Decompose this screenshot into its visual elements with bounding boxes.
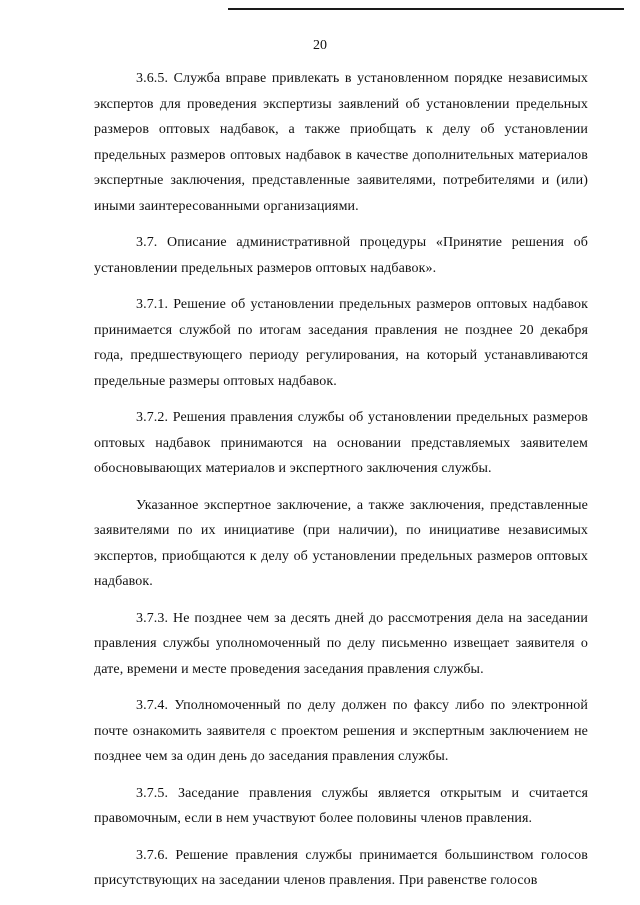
page-number: 20 xyxy=(313,38,327,53)
paragraph-expert-conclusion: Указанное экспертное заключение, а также заключения, представленные заявителями по их инициативе (при наличии), по инициативе независимых экспертов, приобщаются к делу об установлении предельных размеров оптовых надбавок. xyxy=(94,497,588,589)
paragraph-3-7-5: 3.7.5. Заседание правления службы является открытым и считается правомочным, если в нем участвуют более половины членов правления. xyxy=(94,785,588,826)
paragraph-3-7-6: 3.7.6. Решение правления службы принимается большинством голосов присутствующих на заседании членов правления. При равенстве голосов xyxy=(94,847,588,888)
paragraph-3-7-2: 3.7.2. Решения правления службы об установлении предельных размеров оптовых надбавок принимаются на основании представляемых заявителем обосновывающих материалов и экспертного заключения службы. xyxy=(94,410,588,476)
paragraph-3-7-3: 3.7.3. Не позднее чем за десять дней до рассмотрения дела на заседании правления службы уполномоченный по делу письменно извещает заявителя о дате, времени и месте проведения заседания правления службы. xyxy=(94,610,588,677)
paragraph-3-7-4: 3.7.4. Уполномоченный по делу должен по факсу либо по электронной почте ознакомить заявителя с проектом решения и экспертным заключением не позднее чем за один день до заседания правления службы. xyxy=(94,698,588,764)
paragraph-3-7-1: 3.7.1. Решение об установлении предельных размеров оптовых надбавок принимается службой по итогам заседания правления не позднее 20 декабря года, предшествующего периоду регулирования, на который устанавливаются предельные размеры оптовых надбавок. xyxy=(94,297,588,389)
top-rule xyxy=(228,8,624,10)
document-body xyxy=(94,66,588,905)
paragraph-3-6-5: 3.6.5. Служба вправе привлекать в установленном порядке независимых экспертов для проведения экспертизы заявлений об установлении предельных размеров оптовых надбавок, а также приобщать к делу об установлении предельных размеров оптовых надбавок в качестве дополнительных материалов экспертные заключения, представленные заявителями, потребителями и (или) иными заинтересованными организациями. xyxy=(94,71,588,214)
paragraph-3-7: 3.7. Описание административной процедуры «Принятие решения об установлении предельных размеров оптовых надбавок». xyxy=(94,235,588,276)
